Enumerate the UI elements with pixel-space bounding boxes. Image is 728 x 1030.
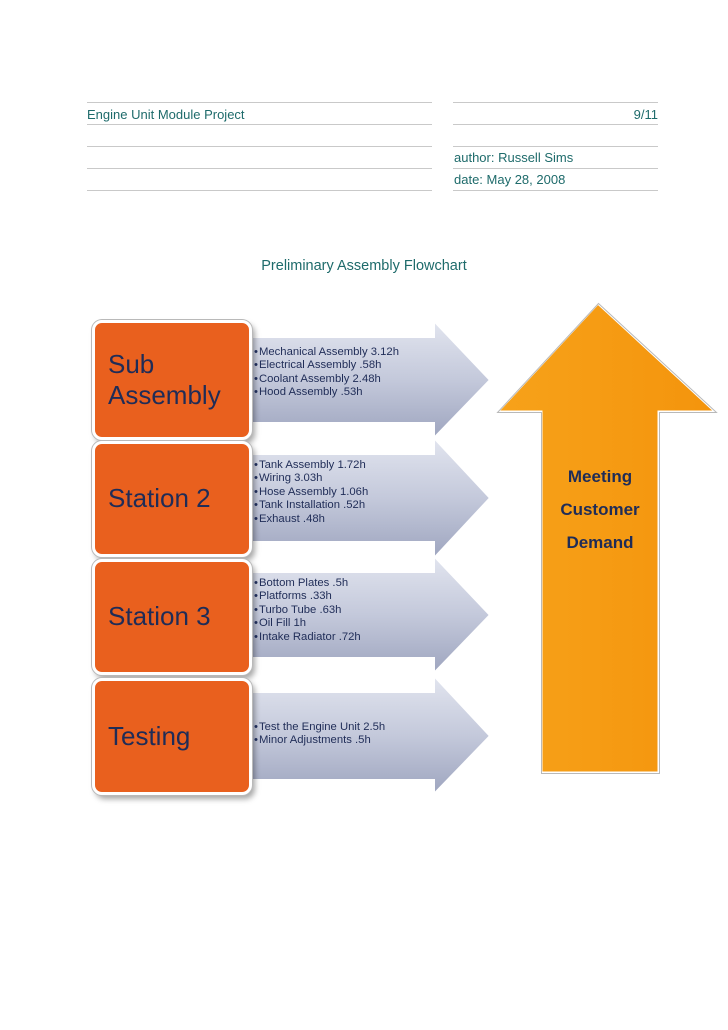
- detail-item: • Mechanical Assembly 3.12h: [254, 346, 399, 359]
- stage-sub-assembly: [92, 320, 252, 440]
- detail-item: • Hose Assembly 1.06h: [254, 486, 368, 499]
- detail-item: • Electrical Assembly .58h: [254, 359, 399, 372]
- detail-item: • Exhaust .48h: [254, 513, 368, 526]
- stage-details-station-2: [254, 459, 368, 526]
- detail-item: • Test the Engine Unit 2.5h: [254, 721, 385, 734]
- author-line: author: Russell Sims: [454, 150, 574, 165]
- project-title: Engine Unit Module Project: [87, 107, 245, 122]
- stage-station-3: [92, 559, 252, 675]
- stage-station-2: [92, 441, 252, 557]
- goal-line: Demand: [566, 533, 634, 552]
- detail-item: • Tank Installation .52h: [254, 499, 368, 512]
- date-line: date: May 28, 2008: [454, 172, 566, 187]
- detail-item: • Minor Adjustments .5h: [254, 734, 385, 747]
- stage-details-sub-assembly: [254, 346, 399, 400]
- detail-item: • Hood Assembly .53h: [254, 386, 399, 399]
- stage-label: Station 3: [108, 601, 211, 632]
- detail-item: • Oil Fill 1h: [254, 617, 361, 630]
- stage-testing: [92, 678, 252, 795]
- flowchart-title: Preliminary Assembly Flowchart: [261, 258, 467, 274]
- stage-label: Station 2: [108, 483, 211, 514]
- goal-line: Meeting: [567, 467, 633, 486]
- detail-item: • Wiring 3.03h: [254, 472, 368, 485]
- stage-details-testing: [254, 721, 385, 748]
- detail-item: • Tank Assembly 1.72h: [254, 459, 368, 472]
- detail-item: • Platforms .33h: [254, 590, 361, 603]
- goal-text: [538, 460, 662, 559]
- detail-item: • Bottom Plates .5h: [254, 577, 361, 590]
- stage-label: Testing: [108, 720, 191, 751]
- stage-label: Sub Assembly: [108, 348, 221, 410]
- detail-item: • Intake Radiator .72h: [254, 631, 361, 644]
- detail-item: • Turbo Tube .63h: [254, 604, 361, 617]
- detail-item: • Coolant Assembly 2.48h: [254, 373, 399, 386]
- goal-line: Customer: [560, 500, 640, 519]
- stage-details-station-3: [254, 577, 361, 644]
- page-number: 9/11: [633, 107, 658, 122]
